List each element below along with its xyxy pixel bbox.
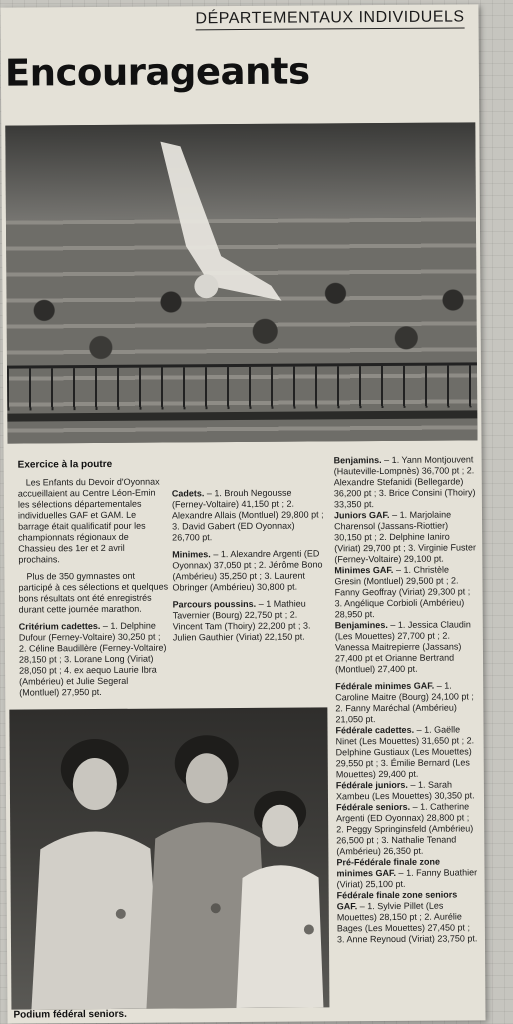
result-entry: Parcours poussins. – 1 Mathieu Tavernier (Bourg) 22,750 pt ; 2. Vincent Tam (Thoiry) 22,200 pt ; 3. Julien Gauthier (Viriat) 22,150 pt. [172,598,311,643]
photo-caption-bottom: Podium fédéral seniors. [13,1008,127,1021]
result-entry: Fédérale finale zone seniors GAF. – 1. Sylvie Pillet (Les Mouettes) 28,150 pt ; 2. Aurélie Bages (Les Mouettes) 27,450 pt ; 3. Anne Reynoud (Viriat) 23,750 pt. [336,889,478,945]
intro-paragraph-1: Les Enfants du Devoir d'Oyonnax accueillaient au Centre Léon-Emin les sélections départementales individuelles GAF et GAM. Le barrage était qualificatif pour les championnats régionaux de Chassieu des 1er et 2 avril prochains. [17,476,160,565]
railing [7,362,477,410]
column-2 [172,475,325,643]
intro-paragraph-2: Plus de 350 gymnastes ont participé à ces sélections et quelques bons résultats ont été enregistrés durant cette journée marathon. [18,570,169,615]
result-entry: Fédérale seniors. – 1. Catherine Argenti (ED Oyonnax) 28,800 pt ; 2. Peggy Springinsfeld (Ambérieu) 26,500 pt ; 3. Nathalie Tenand (Ambérieu) 26,350 pt. [336,801,474,857]
result-entry: Minimes GAF. – 1. Christèle Gresin (Montluel) 29,500 pt ; 2. Fanny Geoffray (Viriat) 29,300 pt ; 3. Angélique Corbioli (Ambérieu) 28,950 pt. [334,564,471,620]
result-entry: Minimes. – 1. Alexandre Argenti (ED Oyonnax) 37,050 pt ; 2. Jérôme Bono (Ambérieu) 35,250 pt ; 3. Laurent Obringer (Ambérieu) 30,800 pt. [172,548,323,593]
gymnast-beam-photo [5,122,477,443]
headline: Encourageants [4,49,310,95]
podium-photo [9,707,329,1009]
result-entry: Fédérale minimes GAF. – 1. Caroline Maitre (Bourg) 24,100 pt ; 2. Fanny Maréchal (Ambérieu) 21,050 pt. [335,680,474,725]
gymnast-figure [150,136,291,337]
result-entry: Fédérale cadettes. – 1. Gaëlle Ninet (Les Mouettes) 31,650 pt ; 2. Delphine Gustiaux (Les Mouettes) 29,550 pt ; 3. Émilie Bernard (Les Mouettes) 29,400 pt. [335,724,475,780]
result-entry: Juniors GAF. – 1. Marjolaine Charensol (Jassans-Riottier) 30,150 pt ; 2. Delphine Ianiro (Viriat) 29,700 pt ; 3. Virginie Fuster (Ferney-Voltaire) 29,100 pt. [333,509,477,565]
result-entry: Critérium cadettes. – 1. Delphine Dufour (Ferney-Voltaire) 30,250 pt ; 2. Céline Baudillère (Ferney-Voltaire) 28,150 pt ; 3. Lorane Long (Viriat) 28,050 pt ; 4. ex aequo Laurie Ibra (Ambérieu) et Julie Segeral (Montluel) 27,950 pt. [18,620,167,698]
result-entry: Benjamins. – 1. Yann Montjouvent (Hauteville-Lompnès) 36,700 pt ; 2. Alexandre Stefanidi (Bellegarde) 36,200 pt ; 3. Brice Consini (Thoiry) 33,350 pt. [333,454,476,510]
result-entry: Pré-Fédérale finale zone minimes GAF. – 1. Fanny Buathier (Viriat) 25,100 pt. [336,856,478,890]
column-3 [334,454,479,945]
section-kicker: DÉPARTEMENTAUX INDIVIDUELS [195,8,464,30]
result-entry: Fédérale juniors. – 1. Sarah Xambeu (Les Mouettes) 30,350 pt. [335,779,475,802]
podium-figures [9,707,329,1009]
column-1 [18,477,170,699]
result-entry: Cadets. – 1. Brouh Negousse (Ferney-Voltaire) 41,150 pt ; 2. Alexandre Allais (Montluel) 29,800 pt ; 3. David Gabert (ED Oyonnax) 26,700 pt. [171,487,324,543]
newspaper-clipping [0,4,485,1023]
photo-caption-top: Exercice à la poutre [17,458,113,471]
result-entry: Benjamines. – 1. Jessica Claudin (Les Mouettes) 27,700 pt ; 2. Vanessa Maitrepierre (Jassans) 27,400 pt et Orianne Bertrand (Montluel) 27,400 pt. [334,619,471,675]
